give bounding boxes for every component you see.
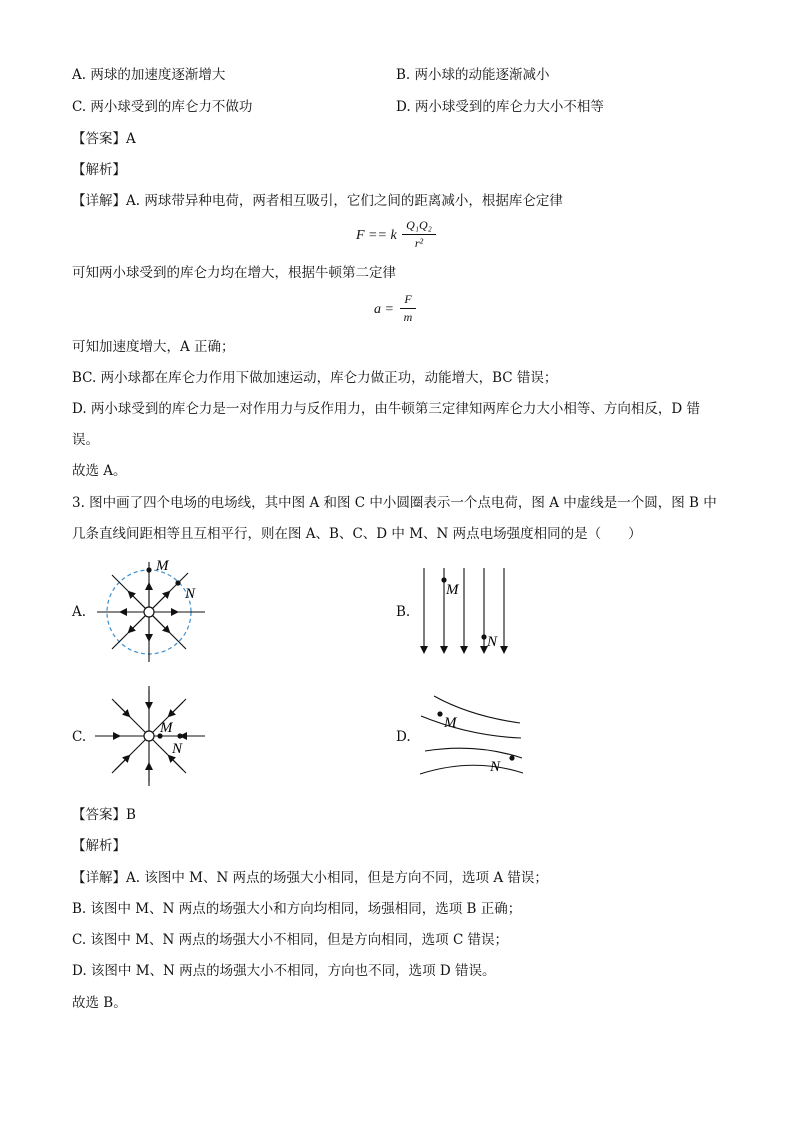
figure-d-field-line-4 — [420, 765, 523, 774]
q2-detail-4: BC. 两小球都在库仑力作用下做加速运动，库仑力做正功，动能增大，BC 错误； — [72, 370, 558, 386]
q3-detail-1: 【详解】A. 该图中 M、N 两点的场强大小相同，但是方向不同，选项 A 错误； — [72, 870, 548, 886]
figure-c-point-charge — [144, 731, 154, 741]
option-a: A. 两球的加速度逐渐增大 — [72, 67, 226, 83]
q3-analysis-heading: 【解析】 — [72, 838, 126, 854]
q2-detail-3: 可知加速度增大，A 正确； — [72, 339, 235, 355]
figure-a-point-charge — [144, 607, 154, 617]
q3-stem-line-1: 3. 图中画了四个电场的电场线，其中图 A 和图 C 中小圆圈表示一个点电荷，图 A 中虚线是一个圆，图 B 中 — [72, 495, 717, 511]
figure-b-label-n: N — [487, 634, 498, 650]
q2-detail-5: D. 两小球受到的库仑力是一对作用力与反作用力，由牛顿第三定律知两库仑力大小相等、方向相反，D 错 — [72, 401, 701, 417]
q3-detail-2: B. 该图中 M、N 两点的场强大小和方向均相同，场强相同，选项 B 正确； — [72, 901, 522, 917]
q3-detail-3: C. 该图中 M、N 两点的场强大小不相同，但是方向相同，选项 C 错误； — [72, 932, 509, 948]
option-c: C. 两小球受到的库仑力不做功 — [72, 99, 253, 115]
figure-c-label: C. — [72, 729, 87, 745]
figure-d — [420, 696, 523, 775]
figure-c-label-m: M — [160, 720, 173, 736]
q2-analysis-heading: 【解析】 — [72, 162, 126, 178]
option-d: D. 两小球受到的库仑力大小不相等 — [396, 99, 604, 115]
figure-d-label: D. — [396, 729, 411, 745]
q3-answer: 【答案】B — [72, 807, 136, 823]
figure-c-label-n: N — [172, 741, 183, 757]
figure-a-label-m: M — [156, 558, 169, 574]
q2-detail-1: 【详解】A. 两球带异种电荷，两者相互吸引，它们之间的距离减小，根据库仑定律 — [72, 193, 563, 209]
figure-d-field-line-2 — [421, 716, 521, 738]
formula-newton-lhs: a = — [374, 302, 394, 317]
q3-detail-4: D. 该图中 M、N 两点的场强大小不相同，方向也不同，选项 D 错误。 — [72, 963, 496, 979]
figure-c — [95, 686, 205, 786]
q2-detail-2: 可知两小球受到的库仑力均在增大，根据牛顿第二定律 — [72, 265, 396, 281]
q2-answer: 【答案】A — [72, 131, 136, 147]
figure-a-point-m — [146, 567, 151, 572]
figure-d-point-m — [437, 711, 442, 716]
figure-a-point-n — [175, 580, 180, 585]
figure-b — [424, 568, 504, 652]
figure-b-point-n — [481, 634, 486, 639]
formula-newton-numerator: F — [404, 292, 412, 306]
figure-d-label-n: N — [490, 759, 501, 775]
formula-coulomb-numerator: Q₁Q₂ — [406, 218, 432, 232]
q3-stem-line-2: 几条直线间距相等且互相平行，则在图 A、B、C、D 中 M、N 两点电场强度相同的是（ ） — [72, 526, 642, 542]
figure-a — [97, 558, 205, 662]
figure-a-label: A. — [72, 604, 87, 620]
figure-d-field-line-3 — [425, 748, 522, 758]
q2-detail-6: 误。 — [72, 432, 99, 448]
figure-d-point-n — [509, 755, 514, 760]
option-b: B. 两小球的动能逐渐减小 — [396, 67, 550, 83]
figure-a-label-n: N — [185, 586, 196, 602]
figure-b-label-m: M — [446, 582, 459, 598]
formula-coulomb-denominator: r² — [414, 236, 424, 250]
figure-d-label-m: M — [444, 715, 457, 731]
formula-newton-denominator: m — [403, 310, 413, 324]
formula-coulomb-lhs: F == k — [356, 228, 397, 243]
figure-c-point-n — [177, 733, 182, 738]
q3-choose: 故选 B。 — [72, 995, 127, 1011]
q2-choose: 故选 A。 — [72, 463, 127, 479]
figure-b-label: B. — [396, 604, 411, 620]
